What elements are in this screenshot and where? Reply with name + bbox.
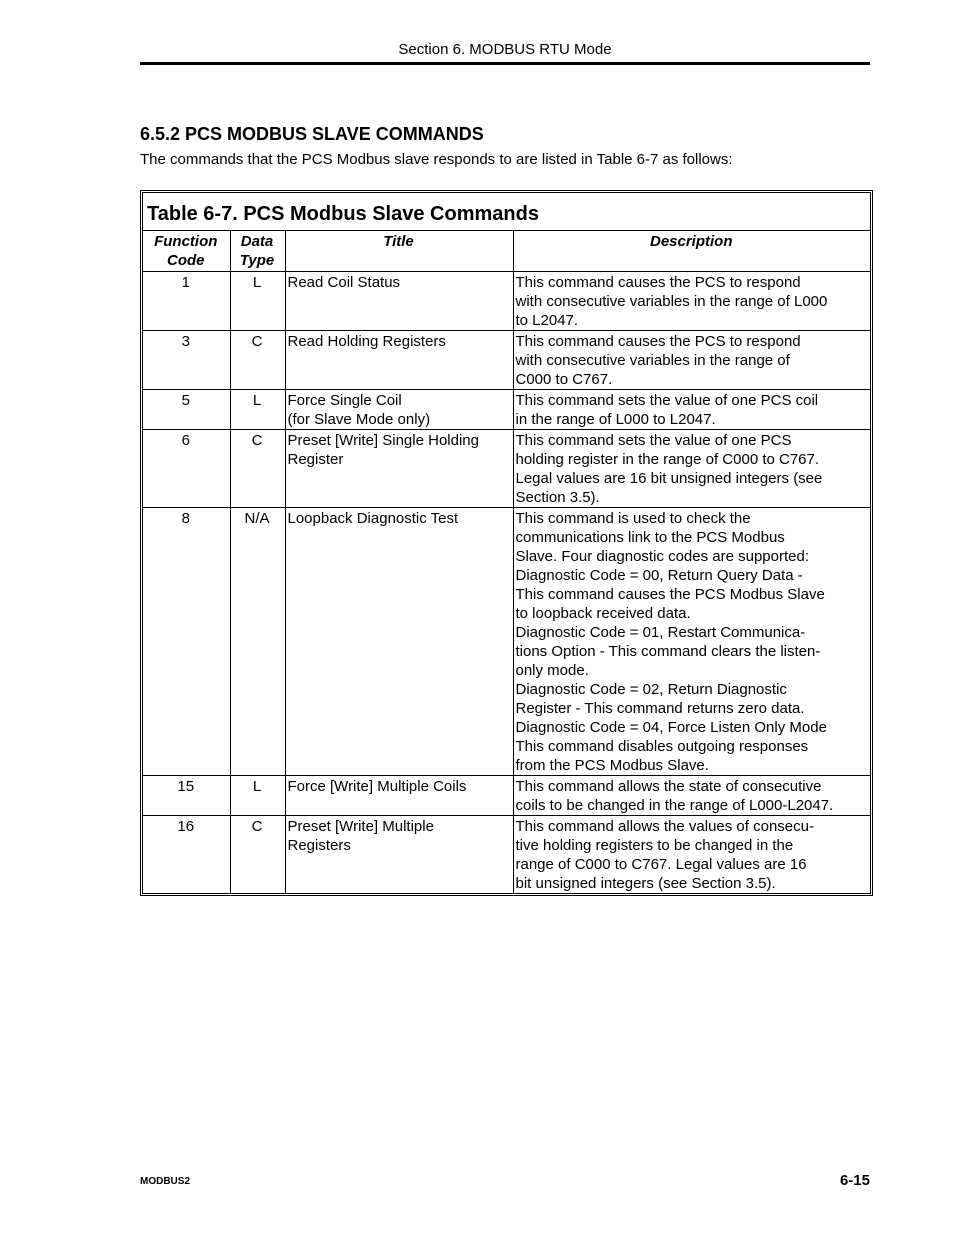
header-description: Description: [513, 231, 870, 272]
description-cell: This command causes the PCS to respond with consecutive variables in the range of C000 to C767.: [513, 331, 870, 390]
title-cell: Preset [Write] Single Holding Register: [285, 430, 513, 508]
page-number: 6-15: [839, 1172, 870, 1189]
data-type-cell: L: [230, 390, 285, 430]
intro-paragraph: The commands that the PCS Modbus slave responds to are listed in Table 6-7 as follows:: [140, 151, 733, 168]
title-cell: Force [Write] Multiple Coils: [285, 776, 513, 816]
header-data-type: Data Type: [230, 231, 285, 272]
description-cell: This command sets the value of one PCS holding register in the range of C000 to C767. Legal values are 16 bit unsigned integers (see Section 3.5).: [513, 430, 870, 508]
title-cell: Preset [Write] Multiple Registers: [285, 816, 513, 894]
commands-table: [140, 190, 873, 896]
data-type-cell: N/A: [230, 508, 285, 776]
function-code-cell: 6: [143, 430, 230, 508]
table-title: Table 6-7. PCS Modbus Slave Commands: [143, 193, 870, 231]
function-code-cell: 8: [143, 508, 230, 776]
function-code-cell: 3: [143, 331, 230, 390]
description-cell: This command allows the values of consecu- tive holding registers to be changed in the range of C000 to C767. Legal values are 16 bit unsigned integers (see Section 3.5).: [513, 816, 870, 894]
data-type-cell: L: [230, 776, 285, 816]
table-row: [143, 272, 870, 331]
header-title: Title: [285, 231, 513, 272]
function-code-cell: 15: [143, 776, 230, 816]
title-cell: Force Single Coil (for Slave Mode only): [285, 390, 513, 430]
table-row: [143, 390, 870, 430]
header-function-code: Function Code: [143, 231, 230, 272]
data-type-cell: C: [230, 331, 285, 390]
title-cell: Read Coil Status: [285, 272, 513, 331]
table-header-row: [143, 231, 870, 272]
table-row: [143, 776, 870, 816]
table-row: [143, 331, 870, 390]
commands-grid: [143, 231, 870, 893]
data-type-cell: C: [230, 816, 285, 894]
table-row: [143, 816, 870, 894]
function-code-cell: 16: [143, 816, 230, 894]
table-row: [143, 508, 870, 776]
description-cell: This command sets the value of one PCS coil in the range of L000 to L2047.: [513, 390, 870, 430]
footer-doc-id: MODBUS2: [140, 1176, 191, 1187]
title-cell: Loopback Diagnostic Test: [285, 508, 513, 776]
description-cell: This command causes the PCS to respond with consecutive variables in the range of L000 to L2047.: [513, 272, 870, 331]
description-cell: This command allows the state of consecutive coils to be changed in the range of L000-L2047.: [513, 776, 870, 816]
function-code-cell: 1: [143, 272, 230, 331]
data-type-cell: L: [230, 272, 285, 331]
function-code-cell: 5: [143, 390, 230, 430]
header-rule: [140, 62, 870, 65]
running-header: Section 6. MODBUS RTU Mode: [398, 41, 612, 58]
table-row: [143, 430, 870, 508]
data-type-cell: C: [230, 430, 285, 508]
title-cell: Read Holding Registers: [285, 331, 513, 390]
section-heading: 6.5.2 PCS MODBUS SLAVE COMMANDS: [140, 124, 484, 144]
description-cell: This command is used to check the communications link to the PCS Modbus Slave. Four diagnostic codes are supported: Diagnostic Code = 00, Return Query Data - This command causes the PCS Modbus Slave to loopback received data. Diagnostic Code = 01, Restart Communica- tions Option - This command clears the listen- only mode. Diagnostic Code = 02, Return Diagnostic Register - This command returns zero data. Diagnostic Code = 04, Force Listen Only Mode This command disables outgoing responses from the PCS Modbus Slave.: [513, 508, 870, 776]
